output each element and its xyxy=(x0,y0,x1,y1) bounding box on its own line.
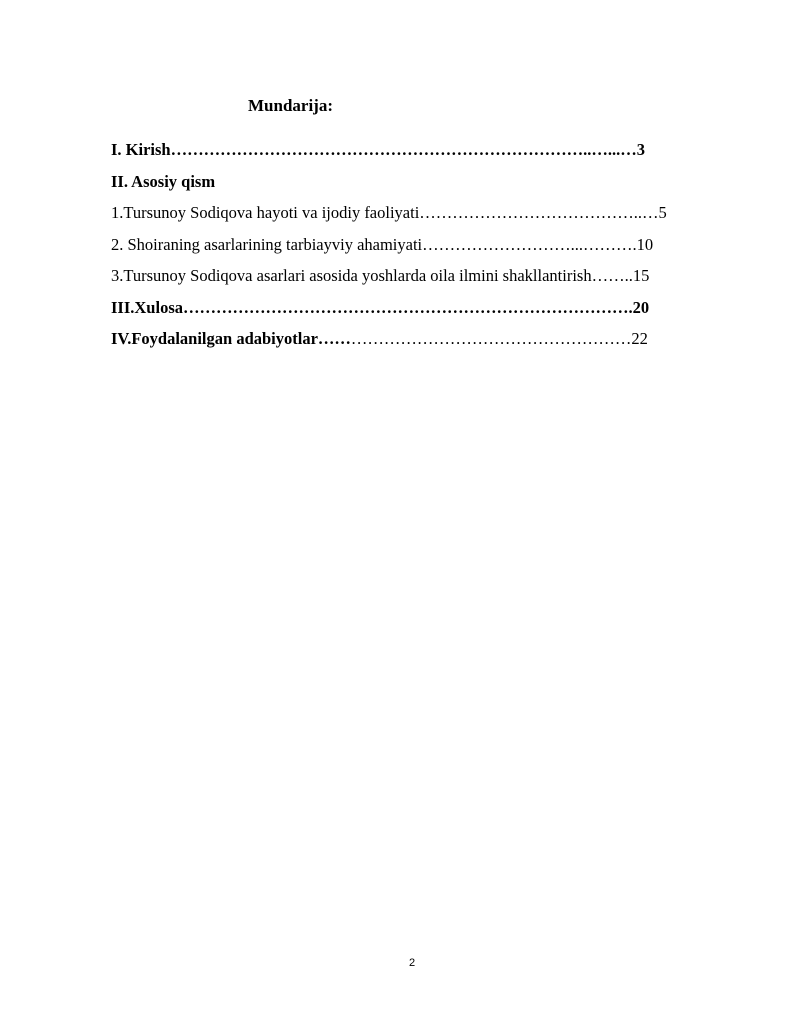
toc-entry-introduction: I. Kirish…………………………………………………………………..…...…3 xyxy=(111,140,645,159)
toc-entry-main-part: II. Asosiy qism xyxy=(111,171,216,191)
toc-entry-conclusion: III.Xulosa……………………………………………………………………….20 xyxy=(111,297,650,317)
table-of-contents xyxy=(111,138,721,359)
toc-entry-references-leader: ……………………………………………22 xyxy=(350,329,648,348)
toc-entry-chapter-3: 3.Tursunoy Sodiqova asarlari asosida yoshlarda oila ilmini shakllantirish……..15 xyxy=(111,266,650,285)
page-number: 2 xyxy=(408,957,416,969)
toc-entry-chapter-1: 1.Tursunoy Sodiqova hayoti va ijodiy faoliyati…………………………………..…5 xyxy=(111,203,667,222)
toc-heading: Mundarija: xyxy=(248,96,333,115)
toc-entry-references xyxy=(111,327,721,359)
toc-entry-chapter-2: 2. Shoiraning asarlarining tarbiayviy ahamiyati………………………...……….10 xyxy=(111,234,654,254)
toc-entry-references-title: IV.Foydalanilgan adabiyotlar…… xyxy=(111,329,351,348)
